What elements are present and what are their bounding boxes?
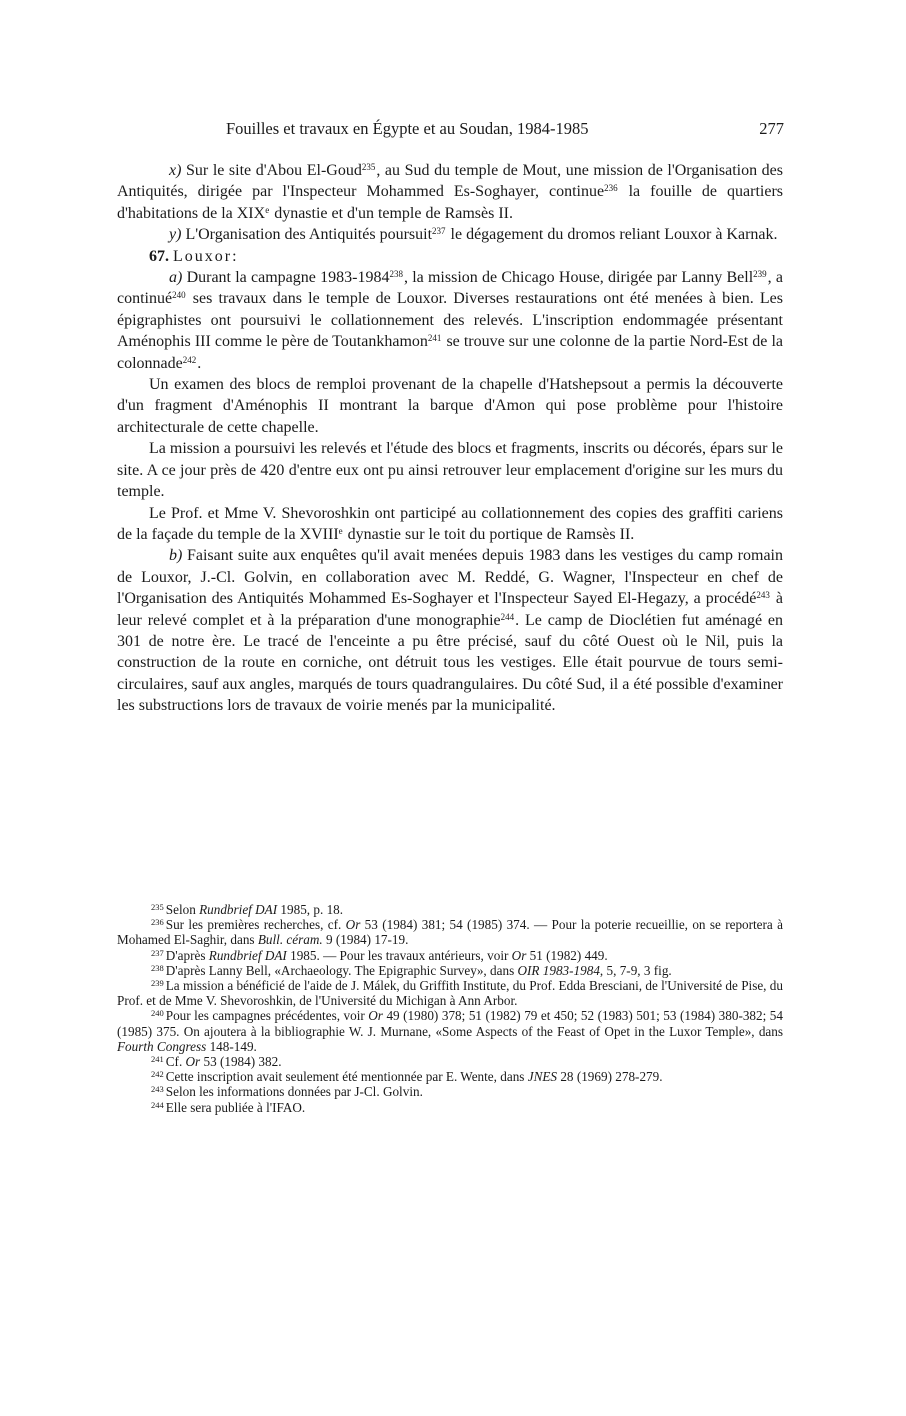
footnote-239 (117, 978, 783, 1008)
text-run: , au Sud du temple de Mout, une mission de l'Organisation des Antiquités, dirigée par l'Inspecteur Mohammed Es-Soghayer, continue (117, 162, 784, 201)
text-run: se trouve sur une colonne de la partie Nord-Est de la colonnade (117, 333, 783, 372)
footnote-ref: 235 (361, 162, 376, 172)
footnote-number: 243 (151, 1084, 164, 1095)
footnote-text: , 5, 7-9, 3 fig. (599, 962, 672, 978)
footnote-italic: Fourth Congress (117, 1038, 207, 1054)
paragraph-blocs: Un examen des blocs de remploi provenant de la chapelle d'Hatshepsout a permis la découverte d'un fragment d'Aménophis II montrant la barque d'Amon qui pose problème pour l'histoire architecturale de cette chapelle. (117, 376, 783, 436)
footnote-text: 148-149. (206, 1038, 257, 1054)
footnote-italic: Or (185, 1054, 201, 1070)
footnote-text: Cf. (165, 1054, 186, 1070)
footnote-text: Pour les campagnes précédentes, voir (165, 1008, 369, 1024)
footnote-italic: Bull. céram. (257, 932, 323, 948)
footnote-ref: 242 (182, 354, 197, 365)
footnote-text: 53 (1984) 382. (200, 1054, 282, 1070)
section-number: 67. (149, 247, 169, 265)
text-run: le dégagement du dromos reliant Louxor à Karnak. (446, 226, 778, 244)
text-run: Le Prof. et Mme V. Shevoroshkin ont participé au collationnement des copies des graffiti cariens de la façade du temple de la XVIII (117, 504, 783, 543)
footnote-italic: Rundbrief DAI (199, 902, 278, 917)
footnote-text: Cette inscription avait seulement été mentionnée par E. Wente, dans (165, 1069, 528, 1085)
footnote-text: La mission a bénéficié de l'aide de J. Málek, du Griffith Institute, du Prof. Edda Bresciani, de l'Université de Pise, du Prof. et de Mme V. Shevoroshkin, de l'Université du Michigan à Ann Arbor. (117, 978, 783, 1009)
footnote-ref: 237 (432, 226, 446, 237)
text-run: , la mission de Chicago House, dirigée par Lanny Bell (403, 269, 754, 287)
paragraph-graffiti (117, 503, 783, 546)
footnote-text: 1985, p. 18. (277, 902, 344, 917)
paragraph-x (117, 160, 783, 224)
paragraph-releves: La mission a poursuivi les relevés et l'étude des blocs et fragments, inscrits ou décorés, épars sur le site. A ce jour près de 420 d'entre eux ont pu ainsi retrouver leur emplacement d'origine sur les murs du temple. (117, 440, 783, 501)
footnote-number: 236 (151, 917, 164, 928)
footnote-text: 51 (1982) 449. (526, 947, 608, 963)
footnote-238 (117, 963, 783, 978)
footnote-text: 53 (1984) 381; 54 (1985) 374. — Pour la poterie recueillie, on se reportera à Mohamed El-Saghir, dans (117, 917, 783, 948)
footnote-242 (117, 1069, 783, 1084)
main-text (117, 160, 783, 717)
footnote-ref: 243 (756, 590, 770, 601)
text-run: L'Organisation des Antiquités poursuit (181, 226, 433, 244)
footnote-243 (117, 1084, 783, 1099)
item-marker: b) (169, 547, 183, 565)
text-run: ses travaux dans le temple de Louxor. Diverses restaurations ont été menées à bien. Les épigraphistes ont poursuivi le collationnement des relevés. L'inscription endommagée présentant Aménophis III comme le père de Toutankhamon (117, 290, 783, 351)
text-run: Sur le site d'Abou El-Goud (181, 162, 362, 179)
footnote-italic: Or (345, 917, 361, 933)
footnote-241 (117, 1054, 783, 1069)
text-run: . (197, 354, 202, 372)
paragraph-b (117, 545, 783, 716)
superscript-e: e (338, 525, 343, 536)
footnote-italic: Rundbrief DAI (208, 947, 287, 963)
footnote-237 (117, 948, 783, 963)
text-run: la fouille de quartiers d'habitations de la XIX (117, 183, 784, 222)
text-run: à leur relevé complet et à la préparation d'une monographie (117, 590, 783, 629)
footnote-number: 240 (151, 1008, 164, 1019)
footnote-number: 237 (151, 947, 164, 958)
footnote-text: Selon les informations données par J-Cl. Golvin. (165, 1084, 423, 1100)
footnote-244 (117, 1100, 783, 1115)
footnote-ref: 240 (172, 290, 186, 301)
footnote-240 (117, 1008, 783, 1054)
footnote-number: 235 (151, 902, 164, 912)
section-heading-67 (117, 246, 783, 267)
text-run: Durant la campagne 1983-1984 (182, 269, 390, 287)
footnote-ref: 236 (604, 183, 618, 194)
item-marker: y) (169, 226, 182, 244)
footnote-number: 239 (151, 978, 164, 989)
item-marker: x) (169, 162, 182, 179)
footnote-number: 238 (151, 962, 164, 973)
paragraph-a (117, 267, 783, 374)
footnote-italic: JNES (527, 1069, 558, 1085)
text-run: dynastie et d'un temple de Ramsès II. (270, 204, 514, 222)
paragraph-y (117, 224, 783, 245)
footnote-number: 242 (151, 1069, 164, 1080)
footnote-italic: OIR 1983-1984 (517, 962, 600, 978)
footnotes (117, 902, 783, 1115)
section-name: Louxor (173, 247, 233, 265)
footnote-number: 241 (151, 1054, 164, 1065)
footnote-236 (117, 917, 783, 947)
footnote-235 (117, 902, 783, 917)
page-number: 277 (759, 119, 784, 138)
footnote-text: Elle sera publiée à l'IFAO. (165, 1099, 306, 1115)
footnote-italic: Or (368, 1008, 383, 1024)
section-colon: : (232, 247, 237, 265)
superscript-e: e (265, 204, 270, 215)
text-run: , a continué (117, 269, 783, 308)
footnote-ref: 244 (500, 611, 515, 622)
running-header (118, 118, 784, 140)
footnote-number: 244 (151, 1099, 164, 1110)
footnote-italic: Or (511, 947, 527, 963)
item-marker: a) (169, 269, 183, 287)
footnote-ref: 241 (427, 333, 442, 344)
footnote-ref: 239 (753, 269, 767, 280)
footnote-text: 49 (1980) 378; 51 (1982) 79 et 450; 52 (1983) 501; 53 (1984) 380-382; 54 (1985) 375. On ajoutera à la bibliographie W. J. Murnane, «Some Aspects of the Feast of Opet in the Luxor Temple», dans (117, 1008, 783, 1039)
footnote-text: 9 (1984) 17-19. (322, 932, 409, 948)
footnote-ref: 238 (389, 269, 403, 280)
text-run: dynastie sur le toit du portique de Ramsès II. (343, 525, 635, 543)
footnote-text: Sur les premières recherches, cf. (165, 917, 346, 933)
footnote-text: D'après Lanny Bell, «Archaeology. The Epigraphic Survey», dans (165, 962, 518, 978)
footnote-text: D'après (165, 947, 209, 963)
running-title: Fouilles et travaux en Égypte et au Soudan, 1984-1985 (226, 119, 589, 138)
text-run: . Le camp de Dioclétien fut aménagé en 301 de notre ère. Le tracé de l'enceinte a pu être précisé, sauf du côté Ouest où le Nil, puis la construction de la route en corniche, ont détruit tous les vestiges. Elle était pourvue de tours semi-circulaires, sauf aux angles, marqués de tours quadrangulaires. Du côté Sud, il a été possible d'examiner les substructions lors de travaux de voirie menés par la municipalité. (117, 611, 783, 715)
footnote-text: 28 (1969) 278-279. (557, 1069, 663, 1085)
text-run: Faisant suite aux enquêtes qu'il avait menées depuis 1983 dans les vestiges du camp romain de Louxor, J.-Cl. Golvin, en collaboration avec M. Reddé, G. Wagner, l'Inspecteur en chef de l'Organisation des Antiquités Mohammed Es-Soghayer et l'Inspecteur Sayed El-Hegazy, a procédé (117, 547, 783, 608)
footnote-text: Selon (165, 902, 200, 917)
footnote-text: 1985. — Pour les travaux antérieurs, voir (286, 947, 512, 963)
